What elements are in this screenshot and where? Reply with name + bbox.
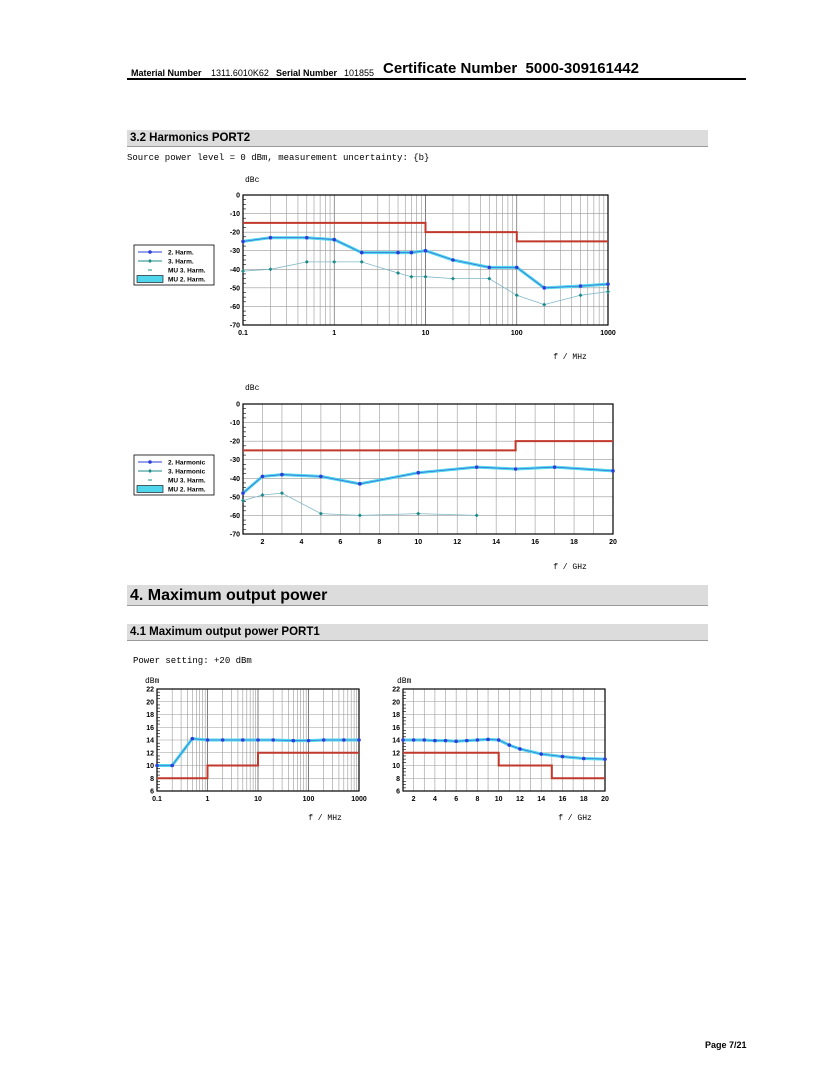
x-tick-label: 8 <box>475 796 480 803</box>
x-tick-label: 16 <box>558 796 567 803</box>
data-point <box>241 738 245 742</box>
header-rule <box>127 78 746 80</box>
y-tick-label: 20 <box>146 699 154 707</box>
x-tick-label: 14 <box>492 539 501 546</box>
data-point <box>396 251 400 255</box>
x-tick-label: 10 <box>254 796 262 803</box>
data-point <box>319 475 323 479</box>
y-tick-label: -50 <box>229 494 240 502</box>
x-tick-label: 14 <box>537 796 546 803</box>
data-point <box>611 469 615 473</box>
data-point <box>358 482 362 486</box>
data-point <box>241 240 245 244</box>
legend-label: 2. Harm. <box>168 249 194 257</box>
data-point <box>155 764 159 768</box>
data-point <box>206 738 210 742</box>
data-point <box>444 739 448 743</box>
data-point <box>170 764 174 768</box>
data-point <box>307 739 311 743</box>
data-point <box>542 286 546 290</box>
legend-label: MU 2. Harm. <box>168 486 206 494</box>
x-tick-label: 100 <box>510 330 523 337</box>
y-tick-label: 8 <box>150 775 154 783</box>
y-tick-label: 20 <box>392 699 400 707</box>
y-axis-label: dBm <box>145 677 160 686</box>
data-point <box>487 266 491 270</box>
data-point <box>280 473 284 477</box>
y-tick-label: 6 <box>396 788 400 796</box>
data-point <box>553 465 557 469</box>
section-4-1-title: 4.1 Maximum output power PORT1 <box>127 624 708 641</box>
data-point <box>271 738 275 742</box>
legend-label: MU 2. Harm. <box>168 276 206 284</box>
y-tick-label: 12 <box>146 750 154 758</box>
y-tick-label: -20 <box>229 229 240 237</box>
data-point <box>514 467 518 471</box>
x-tick-label: 10 <box>494 796 503 803</box>
x-tick-label: 10 <box>414 539 423 546</box>
serial-number-label: Serial Number <box>276 68 338 78</box>
data-point <box>241 491 245 495</box>
x-tick-label: 10 <box>421 330 430 337</box>
data-point <box>305 236 309 240</box>
y-tick-label: -30 <box>229 248 240 256</box>
data-point <box>416 471 420 475</box>
x-tick-label: 2 <box>260 539 265 546</box>
data-point <box>518 747 522 751</box>
y-tick-label: 16 <box>392 724 400 732</box>
data-point <box>410 251 414 255</box>
data-point <box>486 738 490 742</box>
data-point <box>465 739 469 743</box>
y-tick-label: 12 <box>392 750 400 758</box>
y-axis-label: dBm <box>397 677 412 686</box>
data-point <box>332 238 336 242</box>
section-4-1-note: Power setting: +20 dBm <box>133 656 252 666</box>
data-point <box>579 284 583 288</box>
data-point <box>291 739 295 743</box>
data-point <box>539 752 543 756</box>
y-axis-label: dBc <box>245 384 260 393</box>
y-tick-label: 10 <box>392 763 400 770</box>
x-tick-label: 4 <box>432 796 437 803</box>
y-tick-label: 10 <box>146 763 154 770</box>
y-tick-label: 0 <box>236 192 240 200</box>
data-point <box>476 738 480 742</box>
legend-swatch-band <box>137 276 163 283</box>
data-point <box>497 738 501 742</box>
y-tick-label: -10 <box>229 211 240 219</box>
legend-label: 3. Harmonic <box>168 468 206 476</box>
legend-swatch-marker <box>148 250 152 254</box>
data-point <box>221 738 225 742</box>
y-tick-label: -60 <box>229 512 240 520</box>
y-tick-label: -20 <box>229 438 240 446</box>
y-tick-label: -40 <box>229 266 240 274</box>
legend-label: MU 3. Harm. <box>168 267 206 275</box>
x-tick-label: 100 <box>302 796 315 803</box>
x-tick-label: 1 <box>332 330 337 337</box>
material-number-label: Material Number <box>131 68 202 78</box>
data-point <box>515 266 519 270</box>
data-point <box>606 282 610 286</box>
legend-label: 3. Harm. <box>168 258 194 266</box>
data-point <box>412 738 416 742</box>
y-tick-label: -70 <box>229 322 240 330</box>
plot-grid <box>243 195 608 325</box>
x-tick-label: 12 <box>516 796 524 803</box>
data-point <box>256 738 260 742</box>
plot-grid <box>243 404 613 534</box>
y-tick-label: -50 <box>229 285 240 293</box>
data-point <box>401 738 405 742</box>
y-tick-label: -10 <box>229 420 240 428</box>
y-tick-label: -60 <box>229 303 240 311</box>
data-point <box>603 757 607 761</box>
x-tick-label: 18 <box>579 796 588 803</box>
max-power-mhz-chart <box>125 674 375 824</box>
x-tick-label: 16 <box>531 539 540 546</box>
x-tick-label: 1000 <box>600 330 616 337</box>
x-axis-label: f / MHz <box>553 353 587 362</box>
legend-swatch-band <box>137 486 163 493</box>
y-tick-label: 0 <box>236 401 240 409</box>
x-tick-label: 1000 <box>351 796 367 803</box>
x-axis-label: f / GHz <box>553 563 587 572</box>
data-point <box>454 739 458 743</box>
plot-area <box>243 404 613 534</box>
section-4-title: 4. Maximum output power <box>127 585 708 606</box>
y-tick-label: 16 <box>146 724 154 732</box>
data-point <box>322 738 326 742</box>
data-point <box>360 251 364 255</box>
x-tick-label: 18 <box>570 539 578 546</box>
harmonics-mhz-chart <box>125 170 625 365</box>
y-tick-label: -40 <box>229 475 240 483</box>
data-point <box>433 739 437 743</box>
x-tick-label: 20 <box>609 539 617 546</box>
data-point <box>261 475 265 479</box>
x-tick-label: 2 <box>411 796 416 803</box>
y-tick-label: -30 <box>229 457 240 465</box>
legend-label: 2. Harmonic <box>168 459 206 467</box>
section-3-2-title: 3.2 Harmonics PORT2 <box>127 130 708 147</box>
x-tick-label: 0.1 <box>238 330 248 337</box>
y-axis-label: dBc <box>245 176 260 185</box>
y-tick-label: 22 <box>146 686 154 694</box>
data-point <box>451 258 455 262</box>
y-tick-label: 8 <box>396 775 400 783</box>
data-point <box>269 236 273 240</box>
y-tick-label: 22 <box>392 686 400 694</box>
x-tick-label: 20 <box>601 796 609 803</box>
x-tick-label: 4 <box>299 539 304 546</box>
data-point <box>508 743 512 747</box>
x-axis-label: f / MHz <box>308 814 342 823</box>
x-tick-label: 6 <box>454 796 459 803</box>
data-point <box>561 755 565 759</box>
x-axis-label: f / GHz <box>558 814 592 823</box>
x-tick-label: 6 <box>338 539 343 546</box>
legend-label: MU 3. Harm. <box>168 477 206 485</box>
certificate-number: Certificate Number 5000-309161442 <box>383 60 639 77</box>
data-point <box>582 757 586 761</box>
x-tick-label: 12 <box>453 539 462 546</box>
max-power-ghz-chart <box>375 674 625 824</box>
x-tick-label: 8 <box>377 539 382 546</box>
section-3-2-note: Source power level = 0 dBm, measurement uncertainty: {b} <box>127 153 430 163</box>
data-point <box>190 737 194 741</box>
data-point <box>424 249 428 253</box>
legend-swatch-marker <box>148 460 152 464</box>
y-tick-label: 18 <box>392 712 400 719</box>
y-tick-label: 6 <box>150 788 154 796</box>
chart-legend <box>134 245 214 285</box>
x-tick-label: 0.1 <box>152 796 162 803</box>
y-tick-label: 14 <box>146 737 154 745</box>
data-point <box>475 465 479 469</box>
x-tick-label: 1 <box>205 796 210 803</box>
page-number: Page 7/21 <box>705 1040 747 1050</box>
y-tick-label: -70 <box>229 531 240 539</box>
harmonics-ghz-chart <box>125 380 625 575</box>
data-point <box>422 738 426 742</box>
material-number-value: 1311.6010K62 <box>211 68 269 78</box>
y-tick-label: 14 <box>392 737 400 745</box>
y-tick-label: 18 <box>146 712 154 719</box>
serial-number-value: 101855 <box>344 68 375 78</box>
data-point <box>357 738 361 742</box>
chart-legend <box>134 455 214 495</box>
data-point <box>342 738 346 742</box>
